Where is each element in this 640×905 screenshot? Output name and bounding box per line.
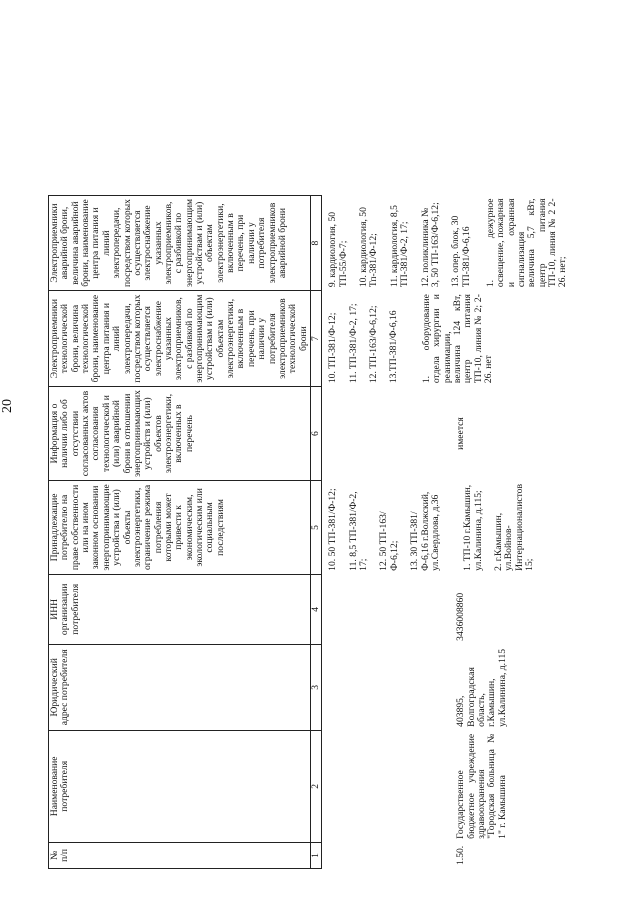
list-item: 12. 50 ТП-163/Ф-6,12; — [378, 511, 400, 571]
column-number: 2 — [310, 730, 321, 842]
consumer-table — [48, 195, 570, 869]
header-emergency-reserve: Электроприемники аварийной брони, величина аварийной брони, наименование центра питания и линий электропередачи, посредством которых осуществляется электроснабжение указанных электроприемников, с разбивкой по энергопринимающим устройствам и (или) объектам электроэнергетики, включенным в перечень, при наличии у потребителя электроприемников аварийной брони — [49, 195, 311, 290]
column-number: 8 — [310, 195, 321, 290]
header-tech-reserve: Электроприемники технологической брони, величина технологической брони, наименование центра питания и линий электропередачи, посредством которых осуществляется электроснабжение указанных электроприемников, с разбивкой по энергопринимающим устройствам и (или) объектам электроэнергетики, включенным в перечень, при наличии у потребителя электроприемников технологической брони — [49, 291, 311, 387]
list-item: 12. поликлиника № 3, 50 ТП-163/Ф-6,12; — [419, 202, 441, 288]
list-item: 2. г.Камышин, ул.Войнов-Интернационалистов 15; — [492, 483, 536, 571]
column-number-row — [310, 195, 321, 868]
list-item: 1. оборудование отдела хирургии и реанимации, величина 124 кВт, центр питания ТП-10, линия № 2; 2-26. нет — [420, 294, 494, 384]
list-item: 11. 8,5 ТП-381/Ф-2, 17; — [347, 491, 370, 571]
list-item: 13. 30 ТП-381/Ф-6,16 г.Волжский, ул.Свердлова, д.36 — [409, 491, 441, 571]
list-item: 13.ТП-381/Ф-6,16 — [388, 310, 400, 384]
table-row — [322, 195, 570, 868]
header-row — [49, 195, 311, 868]
column-number: 3 — [310, 644, 321, 730]
header-address: Юридический адрес потребителя — [49, 644, 311, 730]
consumer-name — [322, 730, 570, 842]
devices-cell — [322, 481, 570, 575]
consumer-inn-text: 3436008860 — [455, 592, 467, 641]
row-number — [322, 842, 570, 868]
header-acts: Информация о наличии либо об отсутствии согласованных актов согласования технологической и (или) аварийной брони в отношении энергопринимающих устройств и (или) объектов электроэнергетики, включенных в перечень — [49, 387, 311, 481]
header-name: Наименование потребителя — [49, 730, 311, 842]
row-number-text: 1.50. — [455, 845, 467, 865]
list-item: 11. ТП-381/Ф-2, 17; — [347, 303, 359, 384]
header-num: № п/п — [49, 842, 311, 868]
emergency-reserve-cell — [322, 195, 570, 290]
column-number: 5 — [310, 481, 321, 575]
list-item: 10. ТП-381/Ф-12; — [327, 312, 339, 384]
header-inn: ИНН организации потребителя — [49, 574, 311, 644]
list-item: 12. ТП-163/Ф-6,12; — [368, 305, 380, 384]
column-number: 6 — [310, 387, 321, 481]
consumer-inn — [322, 574, 570, 644]
column-number: 1 — [310, 842, 321, 868]
list-item: 10. 50 ТП-381/Ф-12; — [327, 488, 339, 571]
list-item: 11. кардиология, 8,5 ТП-381/Ф-2, 17; — [388, 205, 411, 288]
list-item: 9. кардиология, 50 ТП-55/Ф-7; — [327, 211, 349, 288]
acts-text: имеется — [455, 417, 467, 450]
consumer-address — [322, 644, 570, 730]
header-devices: Принадлежащие потребителю на праве собственности или на ином законном основании энергопринимающие устройства и (или) объекты электроэнергетики, ограничение режима потребления которыми может привести к экономическим, экологическим или социальным последствиям — [49, 481, 311, 575]
column-number: 4 — [310, 574, 321, 644]
column-number: 7 — [310, 291, 321, 387]
list-item: 1. ТП-10 г.Камышин, ул.Калинина, д.115; — [462, 484, 484, 571]
list-item: 1. дежурное освещение, пожарная и охранная сигнализация величина 5,7 кВт, центр питания ТП-10, линия № 2 2-26. нет; — [484, 198, 569, 288]
tech-reserve-cell — [322, 291, 570, 387]
list-item: 13. опер. блок, 30 ТП-381/Ф-6,16 — [450, 215, 472, 288]
page-number: 20 — [0, 399, 15, 413]
consumer-name-text: Государственное бюджетное учреждение здравоохранения "Городская больница № 1" г. Камышина — [455, 733, 508, 839]
consumer-address-text: 403895, Волгоградская область, г.Камышин, ул.Калинина, д.115 — [455, 648, 508, 727]
list-item: 10. кардиология, 50 Тп-381/Ф-12; — [358, 207, 380, 288]
acts-cell — [322, 387, 570, 481]
